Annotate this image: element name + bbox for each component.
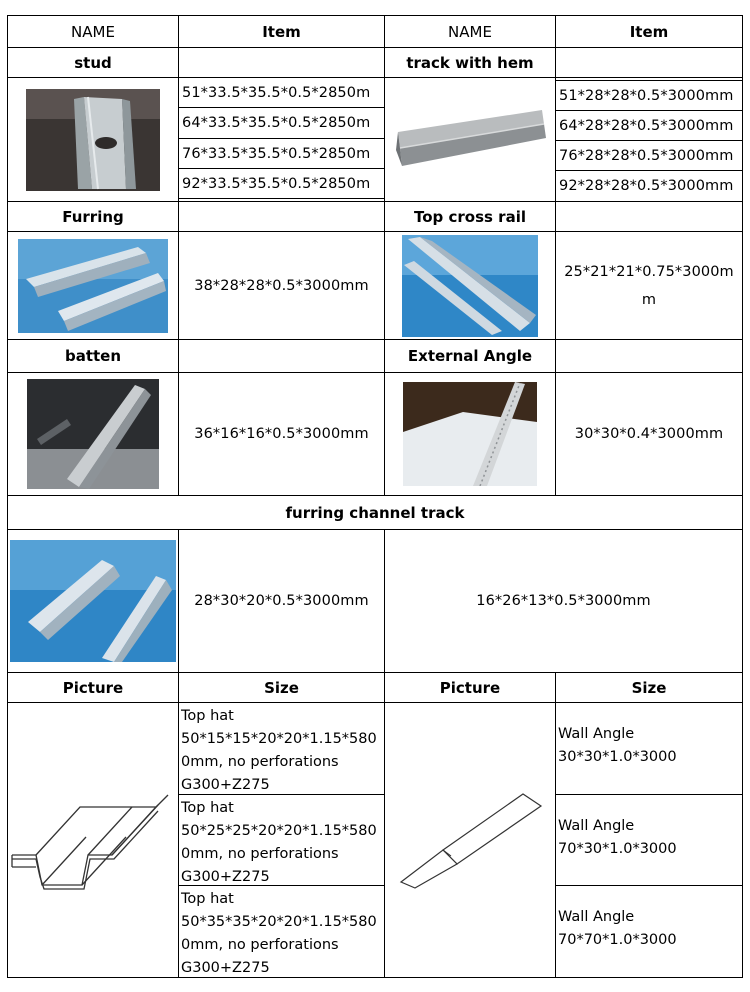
furring-channel-track-size-a: 28*30*20*0.5*3000mm (178, 529, 385, 673)
batten-size: 36*16*16*0.5*3000mm (178, 372, 385, 496)
track-photo (390, 110, 550, 170)
top-cross-rail-size: 25*21*21*0.75*3000m m (555, 231, 743, 340)
top-hat-size-2: Top hat 50*25*25*20*20*1.15*580 0mm, no perforations G300+Z275 (178, 794, 385, 886)
stud-size-1: 51*33.5*35.5*0.5*2850m (178, 77, 385, 108)
top-hat-picture-cell (7, 702, 179, 978)
stud-picture-cell (7, 77, 179, 202)
furring-empty (178, 201, 385, 232)
top-cross-rail-picture-cell (384, 231, 556, 340)
header-name-left: NAME (7, 15, 179, 48)
furring-name: Furring (7, 201, 179, 232)
wall-angle-drawing (395, 792, 545, 902)
wall-angle-size-3: Wall Angle 70*70*1.0*3000 (555, 885, 743, 978)
top-cross-rail-photo (402, 235, 538, 337)
wall-angle-size-1: Wall Angle 30*30*1.0*3000 (555, 702, 743, 795)
stud-size-3: 76*33.5*35.5*0.5*2850m (178, 138, 385, 169)
batten-picture-cell (7, 372, 179, 496)
stud-photo (26, 89, 160, 191)
wall-angle-size-2: Wall Angle 70*30*1.0*3000 (555, 794, 743, 886)
batten-name: batten (7, 339, 179, 373)
header-size-left: Size (178, 672, 385, 703)
header-item-right: Item (555, 15, 743, 48)
stud-size-4: 92*33.5*35.5*0.5*2850m (178, 168, 385, 199)
furring-picture-cell (7, 231, 179, 340)
header-picture-right: Picture (384, 672, 556, 703)
header-item-left: Item (178, 15, 385, 48)
furring-channel-track-photo (10, 540, 176, 662)
furring-size: 38*28*28*0.5*3000mm (178, 231, 385, 340)
batten-photo (27, 379, 159, 489)
furring-channel-track-picture-cell (7, 529, 179, 673)
top-cross-rail-name: Top cross rail (384, 201, 556, 232)
external-angle-empty (555, 339, 743, 373)
track-size-1: 51*28*28*0.5*3000mm (555, 80, 743, 111)
track-size-4: 92*28*28*0.5*3000mm (555, 170, 743, 202)
external-angle-name: External Angle (384, 339, 556, 373)
track-name: track with hem (384, 47, 556, 78)
furring-channel-track-size-b: 16*26*13*0.5*3000mm (384, 529, 743, 673)
track-size-3: 76*28*28*0.5*3000mm (555, 140, 743, 171)
top-cross-rail-empty (555, 201, 743, 232)
track-picture-cell (384, 77, 556, 202)
header-size-right: Size (555, 672, 743, 703)
external-angle-picture-cell (384, 372, 556, 496)
external-angle-photo (403, 382, 537, 486)
top-hat-size-3: Top hat 50*35*35*20*20*1.15*580 0mm, no perforations G300+Z275 (178, 885, 385, 978)
header-name-right: NAME (384, 15, 556, 48)
stud-name: stud (7, 47, 179, 78)
batten-empty (178, 339, 385, 373)
wall-angle-picture-cell (384, 702, 556, 978)
stud-empty (178, 47, 385, 78)
track-size-2: 64*28*28*0.5*3000mm (555, 110, 743, 141)
furring-channel-track-name: furring channel track (7, 495, 743, 530)
external-angle-size: 30*30*0.4*3000mm (555, 372, 743, 496)
track-empty (555, 47, 743, 78)
stud-size-2: 64*33.5*35.5*0.5*2850m (178, 107, 385, 139)
furring-photo (18, 239, 168, 333)
top-hat-size-1: Top hat 50*15*15*20*20*1.15*580 0mm, no perforations G300+Z275 (178, 702, 385, 795)
top-hat-drawing (8, 785, 178, 905)
header-picture-left: Picture (7, 672, 179, 703)
